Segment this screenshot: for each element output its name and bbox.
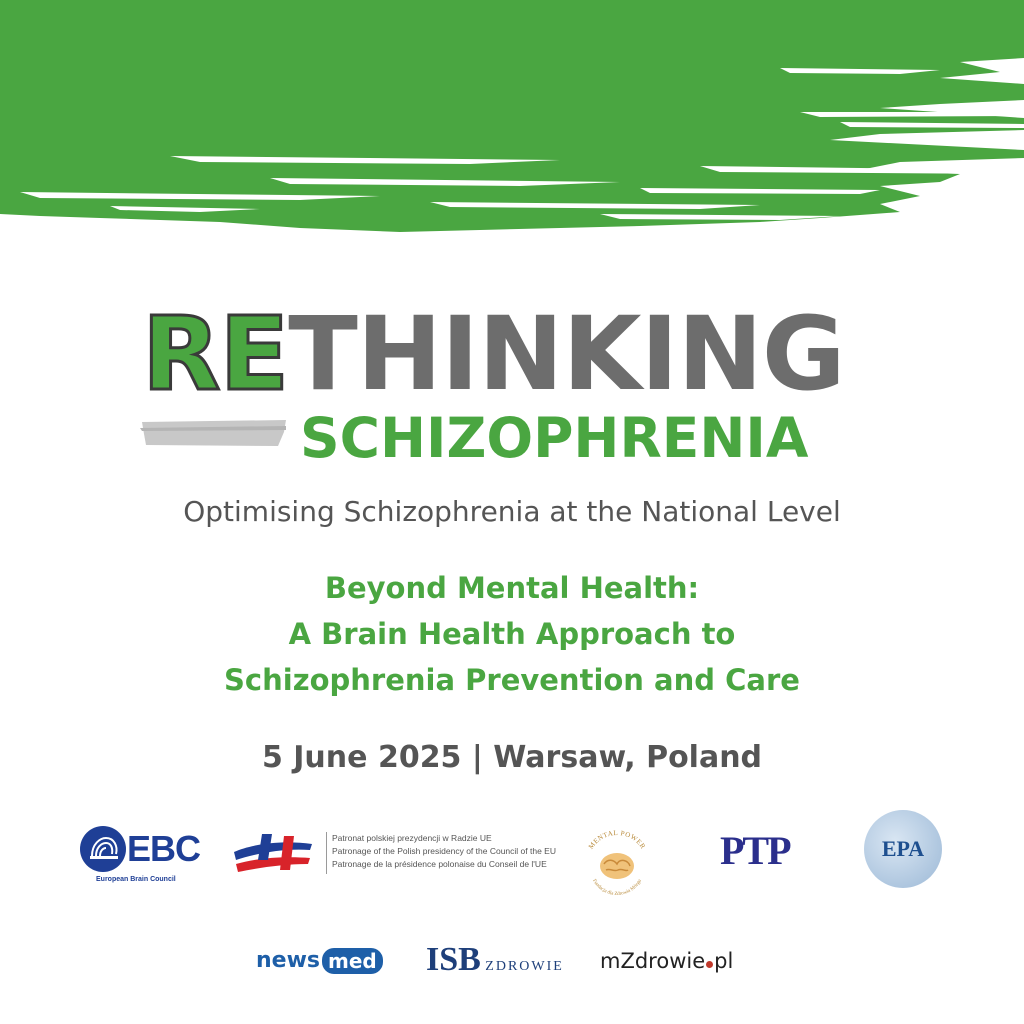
mental-power-brain-icon [580,824,654,902]
eu-presidency-text [332,832,556,871]
isb-sub-text: ZDROWIE [485,959,564,974]
event-title [0,295,1024,470]
isb-main-text: ISB [426,941,481,978]
newsmed-news-text: news [256,948,321,973]
mzdrowie-logo [600,946,733,976]
title-prefix-re: RE [142,295,289,414]
svg-text:Fundacja dla Zdrowia Mózgu [591,878,643,897]
eu-presidency-logo [232,830,556,880]
mzdrowie-dot-icon [706,961,713,968]
eu-text-french: Patronage de la présidence polonaise du Conseil de l'UE [332,859,547,869]
tagline-line-2: A Brain Health Approach to [288,617,736,651]
mental-power-top-text: MENTAL POWER [586,828,648,851]
title-rest-thinking: THINKING [288,295,845,414]
ebc-brain-icon [80,826,126,872]
title-line-2: SCHIZOPHRENIA [300,406,809,470]
green-brush-banner [0,0,1024,250]
ebc-logo [80,826,201,886]
tagline-line-3: Schizophrenia Prevention and Care [224,663,800,697]
svg-text:MENTAL POWER [587,829,647,851]
event-date-location: 5 June 2025 | Warsaw, Poland [261,740,763,775]
ebc-name: EBC [127,828,201,869]
eu-text-polish: Patronat polskiej prezydencji w Radzie UE [332,833,492,843]
ptp-logo [720,826,800,878]
newsmed-med-text: med [322,948,383,974]
ebc-subtitle: European Brain Council [96,876,176,883]
tagline-line-1: Beyond Mental Health: [324,571,700,605]
epa-logo [864,810,942,888]
mzdrowie-name: mZdrowie [600,949,706,973]
grey-brush-bar [140,418,288,448]
eu-presidency-mark-icon [232,830,314,876]
title-line-1 [142,295,845,414]
eu-text-english: Patronage of the Polish presidency of the Council of the EU [332,846,556,856]
partner-logos-row-2 [0,940,1024,990]
mental-power-logo [580,824,654,902]
newsmed-logo [256,946,383,976]
epa-name: EPA [881,836,925,861]
eu-separator [326,832,327,874]
ptp-name: PTP [720,828,790,873]
mzdrowie-domain: pl [714,949,734,973]
subtitle: Optimising Schizophrenia at the National Level [183,495,841,528]
partner-logos-row-1 [0,808,1024,898]
mental-power-bottom-text: Fundacja dla Zdrowia Mózgu [591,878,643,898]
isb-zdrowie-logo [426,940,564,984]
tagline [0,565,1024,703]
